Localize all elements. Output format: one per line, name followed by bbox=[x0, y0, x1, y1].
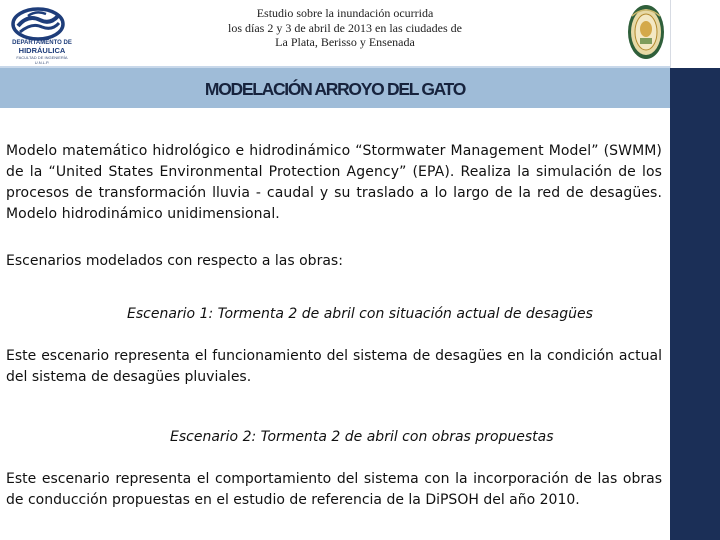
scenario-1-description: Este escenario representa el funcionamiento del sistema de desagües en la condición actual del sistema de desagües pluviales. bbox=[6, 348, 662, 385]
section-banner bbox=[0, 66, 670, 108]
section-title: MODELACIÓN ARROYO DEL GATO bbox=[204, 79, 466, 99]
study-title-line-1: Estudio sobre la inundación ocurrida bbox=[256, 6, 434, 20]
scenario-2-description: Este escenario representa el comportamiento del sistema con la incorporación de las obras de conducción propuestas en el estudio de referencia de la DiPSOH del año 2010. bbox=[6, 471, 662, 508]
right-sidebar-bar bbox=[670, 68, 720, 540]
model-description: Modelo matemático hidrológico e hidrodinámico “Stormwater Management Model” (SWMM) de la “United States Environmental Protection Agency” (EPA). Realiza la simulación de los procesos de transformación lluvia - caudal y su traslado a lo largo de la red de desagües. Modelo hidrodinámico unidimensional. bbox=[6, 143, 662, 222]
study-title-line-3: La Plata, Berisso y Ensenada bbox=[275, 35, 415, 49]
logo-caption bbox=[10, 40, 74, 65]
scenarios-intro: Escenarios modelados con respecto a las obras: bbox=[6, 253, 343, 269]
study-title-line-2: los días 2 y 3 de abril de 2013 en las ciudades de bbox=[228, 20, 462, 35]
scenario-2-title: Escenario 2: Tormenta 2 de abril con obras propuestas bbox=[170, 429, 554, 445]
university-crest-icon bbox=[626, 2, 666, 62]
sidebar-header-area bbox=[670, 0, 720, 68]
scenario-1-title: Escenario 1: Tormenta 2 de abril con situación actual de desagües bbox=[127, 306, 593, 322]
study-title bbox=[160, 6, 530, 50]
logo-line-3: FACULTAD DE INGENIERÍA U.N.L.P. bbox=[16, 55, 68, 65]
logo-line-2: HIDRÁULICA bbox=[18, 46, 66, 55]
water-swirl-icon bbox=[10, 6, 66, 42]
logo-line-1: DEPARTAMENTO DE bbox=[12, 40, 72, 46]
slide-header bbox=[0, 0, 670, 68]
